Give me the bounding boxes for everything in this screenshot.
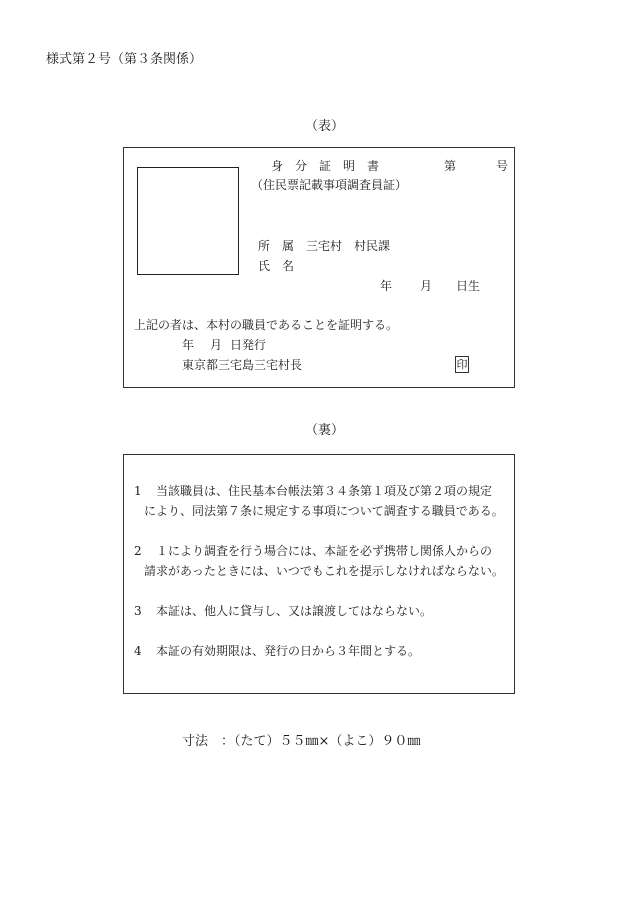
rule-item-1-number: 1: [134, 484, 142, 498]
issue-day: 日発行: [230, 338, 267, 352]
rule-item-1-line1: 1 当該職員は、住民基本台帳法第３４条第１項及び第２項の規定: [134, 484, 493, 498]
rule-item-4: 4 本証の有効期限は、発行の日から３年間とする。: [134, 644, 421, 658]
issue-month: 月: [210, 338, 223, 352]
certify-text: 上記の者は、本村の職員であることを証明する。: [134, 318, 399, 332]
birth-year: 年: [380, 279, 393, 293]
back-heading: （裏）: [305, 423, 345, 438]
card-title: 身 分 証 明 書: [271, 159, 380, 173]
birth-day: 日生: [456, 279, 481, 293]
rule-item-2-number: 2: [134, 544, 142, 558]
rule-item-2-line1: 2 １により調査を行う場合には、本証を必ず携帯し関係人からの: [134, 544, 493, 558]
issue-year: 年: [182, 338, 195, 352]
affiliation-value: 三宅村 村民課: [306, 239, 391, 253]
rule-item-3-number: 3: [134, 604, 142, 618]
rule-item-4-number: 4: [134, 644, 142, 658]
birth-month: 月: [420, 279, 433, 293]
rule-item-2-line2: 請求があったときには、いつでもこれを提示しなければならない。: [144, 564, 504, 578]
seal-mark: 印: [456, 358, 468, 371]
front-card: [123, 147, 515, 388]
front-heading: （表）: [305, 119, 345, 134]
card-subtitle: （住民票記載事項調査員証）: [251, 178, 408, 192]
rule-item-1-line2: により、同法第７条に規定する事項について調査する職員である。: [144, 504, 504, 518]
affiliation-label: 所 属: [258, 239, 295, 253]
number-label-prefix: 第: [444, 159, 457, 173]
photo-placeholder: [137, 167, 239, 275]
number-label-suffix: 号: [496, 159, 509, 173]
dimensions-note: 寸法 ：（たて）５５㎜×（よこ）９０㎜: [182, 734, 421, 749]
back-card: [123, 454, 515, 694]
rule-item-3: 3 本証は、他人に貸与し、又は譲渡してはならない。: [134, 604, 433, 618]
name-label: 氏 名: [258, 259, 295, 273]
form-title: 様式第２号（第３条関係）: [46, 52, 203, 67]
issuer: 東京都三宅島三宅村長: [182, 358, 303, 372]
